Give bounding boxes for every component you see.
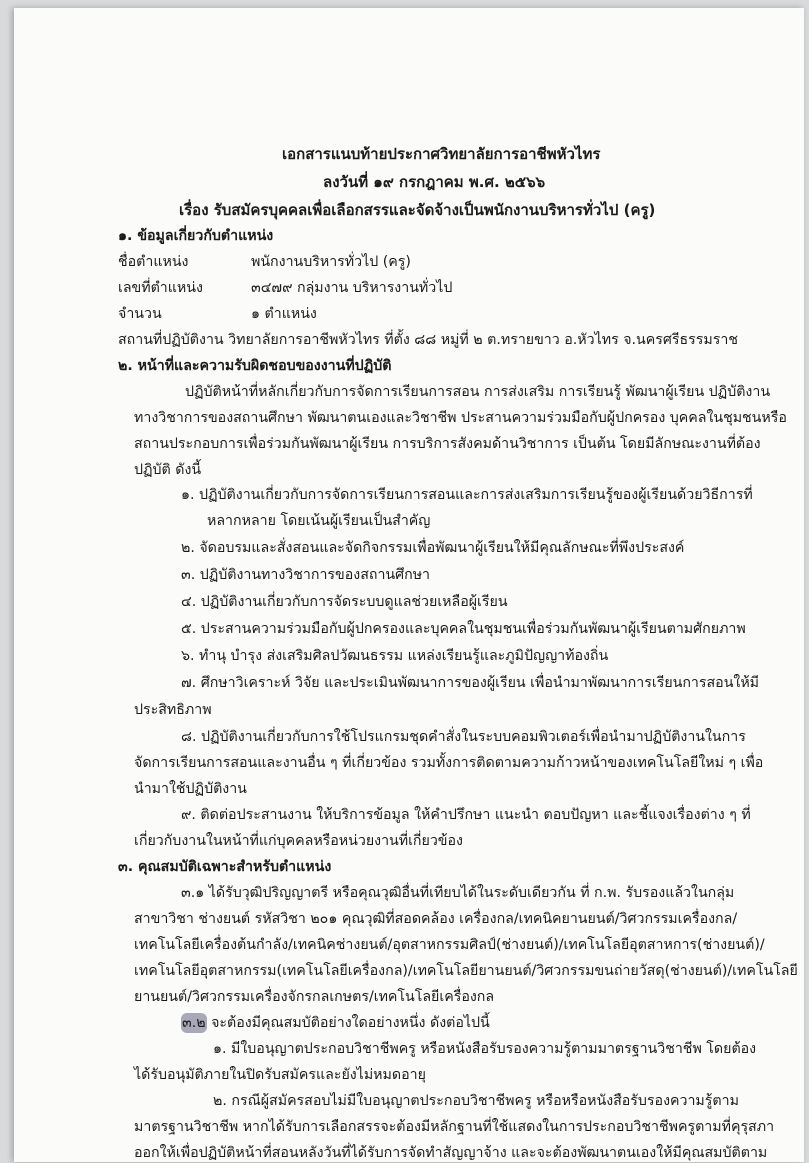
duty-item-2: ๒. จัดอบรมและสั่งสอนและจัดกิจกรรมเพื่อพัฒนาผู้เรียนให้มีคุณลักษณะที่พึงประสงค์ [181, 540, 685, 556]
position-name-label: ชื่อตำแหน่ง [118, 254, 189, 270]
qualification-3-1: ๓.๑ ได้รับวุฒิปริญญาตรี หรือคุณวุฒิอื่นที่เทียบได้ในระดับเดียวกัน ที่ ก.พ. รับรองแล้วในกลุ่ม [181, 885, 735, 901]
qualification-3-2-item-2: ๒. กรณีผู้สมัครสอบไม่มีใบอนุญาตประกอบวิชาชีพครู หรือหรือหนังสือรับรองความรู้ตาม [213, 1093, 739, 1109]
document-page [14, 8, 804, 1162]
position-count-value: ๑ ตำแหน่ง [251, 306, 317, 322]
qualification-3-2-item-2-cont: มาตรฐานวิชาชีพ หากได้รับการเลือกสรรจะต้องมีหลักฐานที่ใช้แสดงในการประกอบวิชาชีพครูตามที่คุรุสภา [134, 1119, 775, 1135]
section-1-heading: ๑. ข้อมูลเกี่ยวกับตำแหน่ง [118, 228, 274, 244]
duty-item-7: ๗. ศึกษาวิเคราะห์ วิจัย และประเมินพัฒนาการของผู้เรียน เพื่อนำมาพัฒนาการเรียนการสอนให้มี [181, 675, 760, 691]
position-number-label: เลขที่ตำแหน่ง [118, 280, 203, 296]
duty-item-4: ๔. ปฏิบัติงานเกี่ยวกับการจัดระบบดูแลช่วยเหลือผู้เรียน [181, 594, 508, 610]
duty-paragraph-line: สถานประกอบการเพื่อร่วมกันพัฒนาผู้เรียน การบริการสังคมด้านวิชาการ เป็นต้น โดยมีลักษณะงานที่ต้อง [134, 436, 761, 452]
qualification-3-1-cont: เทคโนโลยีเครื่องต้นกำลัง/เทคนิคช่างยนต์/อุตสาหกรรมศิลป์(ช่างยนต์)/เทคโนโลยีอุตสาหการ(ช่างยนต์)/ [134, 937, 765, 953]
qualification-3-2-text: จะต้องมีคุณสมบัติอย่างใดอย่างหนึ่ง ดังต่อไปนี้ [206, 1015, 490, 1031]
doc-title-line1: เอกสารแนบท้ายประกาศวิทยาลัยการอาชีพหัวไทร [282, 145, 601, 163]
position-number-value: ๓๔๗๙ กลุ่มงาน บริหารงานทั่วไป [251, 280, 453, 296]
workplace-line: สถานที่ปฏิบัติงาน วิทยาลัยการอาชีพหัวไทร ที่ตั้ง ๘๘ หมู่ที่ ๒ ต.ทรายขาว อ.หัวไทร จ.นครศรีธรรมราช [118, 332, 738, 348]
qualification-3-1-cont: ยานยนต์/วิศวกรรมเครื่องจักรกลเกษตร/เทคโนโลยีเครื่องกล [134, 989, 495, 1005]
duty-paragraph-line: ปฏิบัติหน้าที่หลักเกี่ยวกับการจัดการเรียนการสอน การส่งเสริม การเรียนรู้ พัฒนาผู้เรียน ปฏิบัติงาน [185, 384, 771, 400]
duty-paragraph-line: ทางวิชาการของสถานศึกษา พัฒนาตนเองและวิชาชีพ ประสานความร่วมมือกับผู้ปกครอง บุคคลในชุมชนหรือ [134, 410, 787, 426]
section-2-heading: ๒. หน้าที่และความรับผิดชอบของงานที่ปฏิบัติ [118, 358, 392, 374]
qualification-3-2-item-1-cont: ได้รับอนุมัติภายในปิดรับสมัครและยังไม่หมดอายุ [134, 1067, 426, 1083]
position-name-value: พนักงานบริหารทั่วไป (ครู) [251, 254, 411, 270]
duty-item-5: ๕. ประสานความร่วมมือกับผู้ปกครองและบุคคลในชุมชนเพื่อร่วมกันพัฒนาผู้เรียนตามศักยภาพ [181, 621, 746, 637]
qualification-3-2-item-2-cont: ออกให้เพื่อปฏิบัติหน้าที่สอนหลังวันที่ได้รับการจัดทำสัญญาจ้าง และจะต้องพัฒนาตนเองให้มีคุณสมบัติตาม [134, 1145, 768, 1161]
duty-item-9-cont: เกี่ยวกับงานในหน้าที่แก่บุคคลหรือหน่วยงานที่เกี่ยวข้อง [134, 833, 463, 849]
highlighted-number: ๓.๒ [182, 1015, 206, 1031]
qualification-3-1-cont: สาขาวิชา ช่างยนต์ รหัสวิชา ๒๐๑ คุณวุฒิที่สอดคล้อง เครื่องกล/เทคนิคยานยนต์/วิศวกรรมเครื่องกล/ [134, 911, 738, 927]
qualification-3-1-cont: เทคโนโลยีอุตสาหกรรม(เทคโนโลยีเครื่องกล)/เทคโนโลยียานยนต์/วิศวกรรมขนถ่ายวัสดุ(ช่างยนต์)/เทคโนโลยี [134, 963, 798, 979]
duty-item-1: ๑. ปฏิบัติงานเกี่ยวกับการจัดการเรียนการสอนและการส่งเสริมการเรียนรู้ของผู้เรียนด้วยวิธีการที่ [181, 487, 753, 503]
duty-item-8-cont: จัดการเรียนการสอนและงานอื่น ๆ ที่เกี่ยวข้อง รวมทั้งการติดตามความก้าวหน้าของเทคโนโลยีใหม่ ๆ เพื่อ [134, 755, 764, 771]
section-3-heading: ๓. คุณสมบัติเฉพาะสำหรับตำแหน่ง [118, 859, 332, 875]
duty-item-1-cont: หลากหลาย โดยเน้นผู้เรียนเป็นสำคัญ [207, 513, 431, 529]
qualification-3-2 [181, 1013, 490, 1033]
duty-paragraph-line: ปฏิบัติ ดังนี้ [134, 462, 202, 478]
duty-item-8: ๘. ปฏิบัติงานเกี่ยวกับการใช้โปรแกรมชุดคำสั่งในระบบคอมพิวเตอร์เพื่อนำมาปฏิบัติงานในการ [181, 729, 746, 745]
doc-subject: เรื่อง รับสมัครบุคคลเพื่อเลือกสรรและจัดจ้างเป็นพนักงานบริหารทั่วไป (ครู) [179, 201, 656, 219]
doc-title-line2: ลงวันที่ ๑๙ กรกฎาคม พ.ศ. ๒๕๖๖ [323, 173, 546, 191]
duty-item-9: ๙. ติดต่อประสานงาน ให้บริการข้อมูล ให้คำปรึกษา แนะนำ ตอบปัญหา และชี้แจงเรื่องต่าง ๆ ที่ [181, 807, 751, 823]
position-count-label: จำนวน [118, 306, 162, 322]
duty-item-3: ๓. ปฏิบัติงานทางวิชาการของสถานศึกษา [181, 567, 431, 583]
duty-item-6: ๖. ทำนุ บำรุง ส่งเสริมศิลปวัฒนธรรม แหล่งเรียนรู้และภูมิปัญญาท้องถิ่น [181, 648, 609, 664]
duty-item-8-cont: นำมาใช้ปฏิบัติงาน [134, 781, 247, 797]
qualification-3-2-item-1: ๑. มีใบอนุญาตประกอบวิชาชีพครู หรือหนังสือรับรองความรู้ตามมาตรฐานวิชาชีพ โดยต้อง [213, 1041, 757, 1057]
duty-item-7-cont: ประสิทธิภาพ [134, 702, 212, 718]
